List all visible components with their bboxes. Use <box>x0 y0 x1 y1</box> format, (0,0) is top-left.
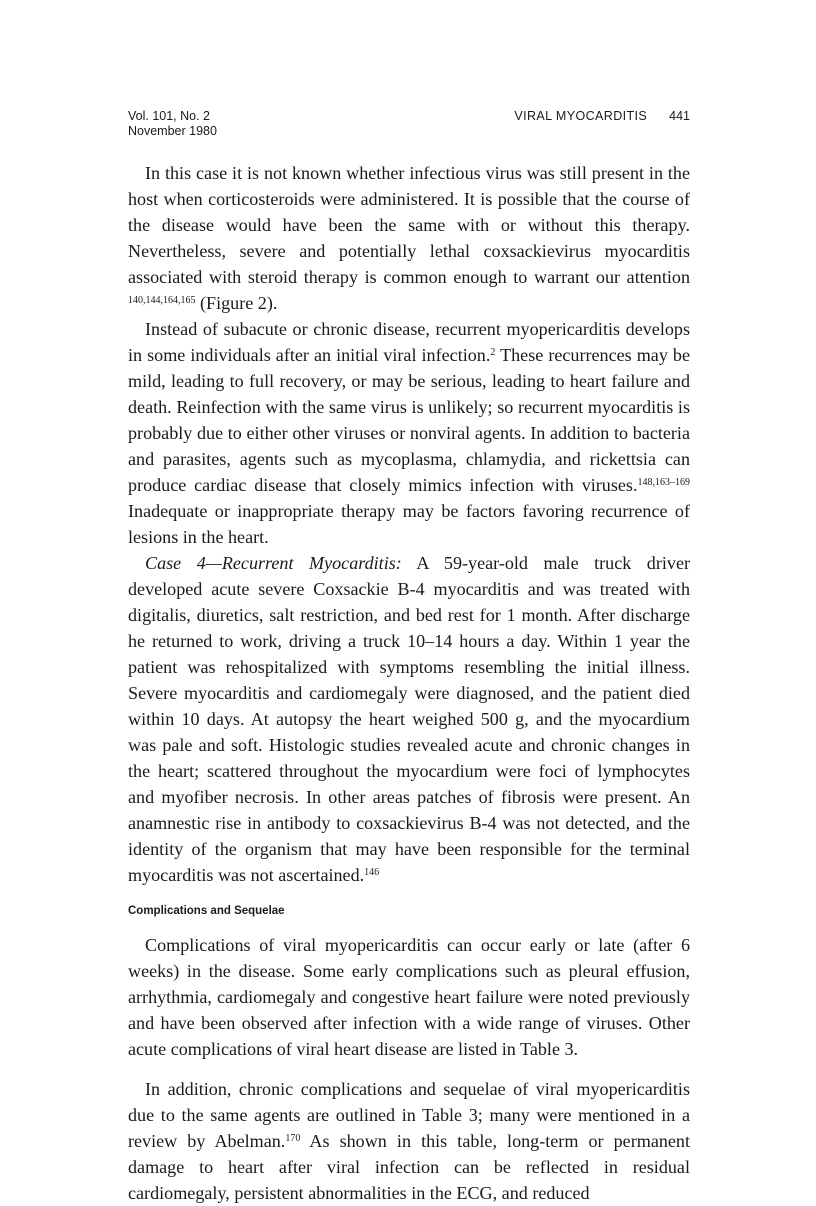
journal-date: November 1980 <box>128 124 217 138</box>
paragraph-complications <box>128 932 690 1062</box>
journal-volume: Vol. 101, No. 2 <box>128 109 211 123</box>
article-body <box>128 160 690 1206</box>
paragraph-recurrent-disease <box>128 316 690 550</box>
citation: 170 <box>285 1133 301 1144</box>
paragraph-text: In this case it is not known whether infectious virus was still present in the host when corticosteroids were administered. It is possible that the course of the disease would have been the same with or without this therapy. Nevertheless, severe and potentially lethal coxsackievirus myocarditis associated with steroid therapy is common enough to warrant our attention <box>128 163 690 287</box>
section-heading: Complications and Sequelae <box>128 905 285 917</box>
citation: 140,144,164,165 <box>128 295 196 306</box>
paragraph-text: These recurrences may be mild, leading to full recovery, or may be serious, leading to heart failure and death. Reinfection with the same virus is unlikely; so recurrent myocarditis is probably due to either other viruses or nonviral agents. In addition to bacteria and parasites, agents such as mycoplasma, chlamydia, and rickettsia can produce cardiac disease that closely mimics infection with viruses. <box>128 345 690 495</box>
citation: 146 <box>364 867 380 878</box>
running-title: VIRAL MYOCARDITIS <box>514 109 648 123</box>
paragraph-text: (Figure 2). <box>195 293 278 313</box>
paragraph-text: Complications of viral myopericarditis can occur early or late (after 6 weeks) in the disease. Some early complications such as pleural effusion, arrhythmia, cardiomegaly and congestive heart failure were noted previously and have been observed after infection with a wide range of viruses. Other acute complications of viral heart disease are listed in Table 3. <box>128 935 690 1059</box>
paragraph-text: Instead of subacute or chronic disease, recurrent myopericarditis develops in some individuals after an initial viral infection. <box>128 319 690 365</box>
paragraph-case-4 <box>128 550 690 888</box>
page-number: 441 <box>669 109 690 123</box>
paragraph-chronic-complications <box>128 1076 690 1206</box>
header-left <box>128 109 217 139</box>
paragraph-text: Inadequate or inappropriate therapy may be factors favoring recurrence of lesions in the heart. <box>128 501 690 547</box>
case-heading: Case 4—Recurrent Myocarditis: <box>145 553 402 573</box>
citation: 148,163–169 <box>637 477 690 488</box>
header-right <box>514 109 690 124</box>
running-header <box>128 109 690 141</box>
citation: 2 <box>490 347 496 358</box>
paragraph-steroid-therapy <box>128 160 690 316</box>
paragraph-text: A 59-year-old male truck driver developed acute severe Coxsackie B-4 myocarditis and was treated with digitalis, diuretics, salt restriction, and bed rest for 1 month. After discharge he returned to work, driving a truck 10–14 hours a day. Within 1 year the patient was rehospitalized with symptoms resembling the initial illness. Severe myocarditis and cardiomegaly were diagnosed, and the patient died within 10 days. At autopsy the heart weighed 500 g, and the myocardium was pale and soft. Histologic studies revealed acute and chronic changes in the heart; scattered throughout the myocardium were foci of lymphocytes and myofiber necrosis. In other areas patches of fibrosis were present. An anamnestic rise in antibody to coxsackievirus B-4 was not detected, and the identity of the organism that may have been responsible for the terminal myocarditis was not ascertained. <box>128 553 690 885</box>
paragraph-text: In addition, chronic complications and sequelae of viral myopericarditis due to the same agents are outlined in Table 3; many were mentioned in a review by Abelman. <box>128 1079 690 1151</box>
paragraph-text: As shown in this table, long-term or permanent damage to heart after viral infection can be reflected in residual cardiomegaly, persistent abnormalities in the ECG, and reduced <box>128 1131 690 1203</box>
